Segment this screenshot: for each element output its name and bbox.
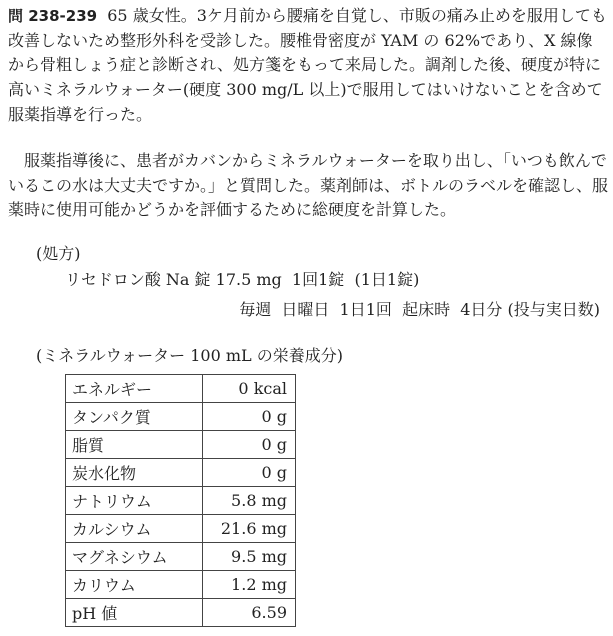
nutrient-name: ナトリウム bbox=[66, 487, 203, 515]
nutrient-value: 0 kcal bbox=[203, 375, 296, 403]
table-row bbox=[66, 571, 296, 599]
nutrient-value: 0 g bbox=[203, 403, 296, 431]
nutrient-name: エネルギー bbox=[66, 375, 203, 403]
prescription-usage-line: 毎週 日曜日 1日1回 起床時 4日分 (投与実日数) bbox=[239, 300, 600, 319]
nutrient-name: pH 値 bbox=[66, 599, 203, 627]
table-row bbox=[66, 375, 296, 403]
table-row bbox=[66, 543, 296, 571]
nutrient-value: 0 g bbox=[203, 431, 296, 459]
nutrient-value: 9.5 mg bbox=[203, 543, 296, 571]
nutrient-value: 21.6 mg bbox=[203, 515, 296, 543]
nutrient-value: 1.2 mg bbox=[203, 571, 296, 599]
case-paragraph bbox=[8, 4, 608, 128]
nutrient-value: 5.8 mg bbox=[203, 487, 296, 515]
table-row bbox=[66, 459, 296, 487]
nutrient-value: 0 g bbox=[203, 459, 296, 487]
case-text: 65 歳女性。3ケ月前から腰痛を自覚し、市販の痛み止めを服用しても改善しないため整形外科を受診した。腰椎骨密度が YAM の 62%であり、X 線像から骨粗しょう症と診断され、処方箋をもって来局した。調剤した後、硬度が特に高いミネラルウォーター(硬度 300 mg/L 以上)で服用してはいけないことを含めて服薬指導を行った。 bbox=[8, 6, 607, 124]
question-paragraph: 服薬指導後に、患者がカバンからミネラルウォーターを取り出し、「いつも飲んでいるこの水は大丈夫ですか。」と質問した。薬剤師は、ボトルのラベルを確認し、服薬時に使用可能かどうかを評価するために総硬度を計算した。 bbox=[8, 151, 609, 220]
table-row bbox=[66, 599, 296, 627]
prescription-drug-line: リセドロン酸 Na 錠 17.5 mg 1回1錠 (1日1錠) bbox=[65, 270, 420, 289]
table-row bbox=[66, 431, 296, 459]
nutrient-name: カリウム bbox=[66, 571, 203, 599]
question-number: 問 238-239 bbox=[8, 7, 98, 25]
table-row bbox=[66, 515, 296, 543]
prescription-title: (処方) bbox=[36, 244, 81, 263]
nutrition-table bbox=[65, 374, 296, 627]
nutrition-title: (ミネラルウォーター 100 mL の栄養成分) bbox=[36, 346, 343, 365]
nutrient-name: マグネシウム bbox=[66, 543, 203, 571]
table-row bbox=[66, 403, 296, 431]
nutrient-name: 脂質 bbox=[66, 431, 203, 459]
nutrient-value: 6.59 bbox=[203, 599, 296, 627]
table-row bbox=[66, 487, 296, 515]
nutrient-name: 炭水化物 bbox=[66, 459, 203, 487]
nutrient-name: タンパク質 bbox=[66, 403, 203, 431]
nutrient-name: カルシウム bbox=[66, 515, 203, 543]
